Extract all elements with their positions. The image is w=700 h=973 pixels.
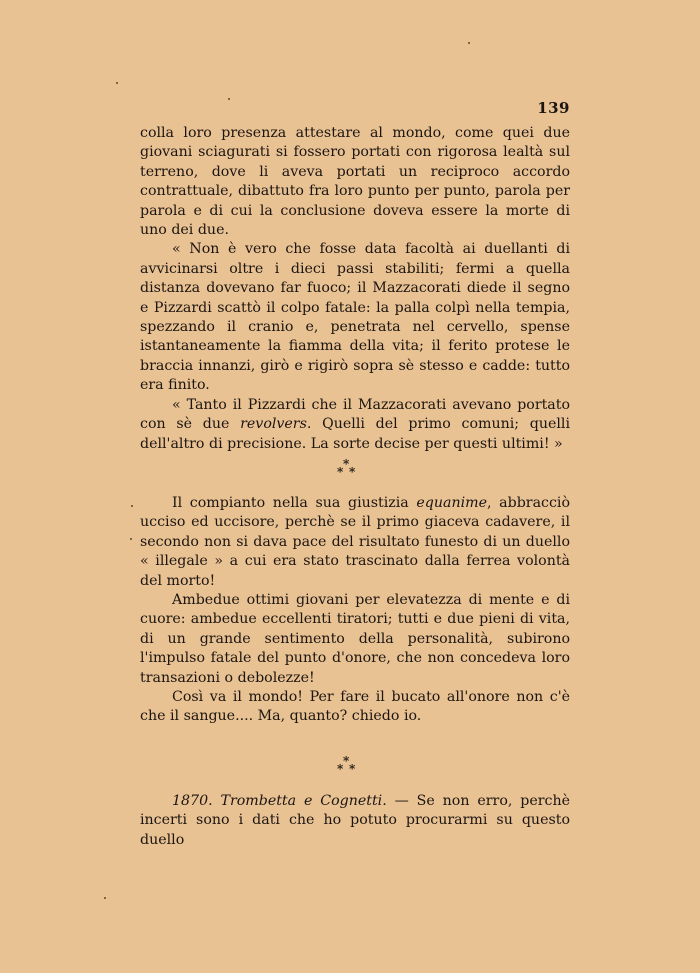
paragraph-quote-1: « Non è vero che fosse data facoltà ai duellanti di avvicinarsi oltre i dieci passi stabiliti; fermi a quella distanza dovevano far fuoco; il Mazzacorati diede il segno e Pizzardi scattò il colpo fatale: la palla colpì nella tempia, spezzando il cranio e, penetrata nel cervello, spense istantaneamente la fiamma della vita; il ferito protese le braccia innanzi, girò e rigirò sopra sè stesso e cadde: tutto era finito. — [140, 241, 570, 394]
page-number: 139 — [537, 99, 570, 117]
text-block-3 — [140, 792, 570, 850]
italic-term: revolvers — [240, 416, 307, 433]
paper-speck — [130, 538, 132, 540]
text-run: , abbracciò ucciso ed uccisore, perchè se il primo giaceva cadavere, il secondo non si dava pace del risultato funesto di un duello « illegale » a cui era stato trascinato dalla ferrea volontà del morto! — [140, 495, 570, 589]
paragraph — [140, 494, 570, 591]
text-run: — Se non erro, perchè incerti sono i dati che ho potuto procurarmi su questo duello — [140, 793, 570, 848]
text-run: « Tanto il Pizzardi che il Mazzacorati avevano portato con sè due — [140, 396, 570, 433]
paragraph: Ambedue ottimi giovani per elevatezza di mente e di cuore: ambedue eccellenti tiratori; tutti e due pieni di vita, di un grande sentimento della personalità, subirono l'impulso fatale del punto d'onore, che non concedeva loro transazioni o debolezze! — [140, 592, 570, 686]
paper-speck — [468, 42, 470, 44]
asterisk: * — [343, 754, 350, 768]
text-block-2 — [140, 494, 570, 727]
paper-speck — [116, 82, 118, 84]
asterisk: * — [337, 762, 344, 776]
section-separator — [336, 459, 362, 481]
asterisk: * — [337, 465, 344, 479]
asterisk: * — [349, 465, 356, 479]
section-title: 1870. Trombetta e Cognetti. — [172, 793, 387, 809]
paragraph-section-heading — [140, 792, 570, 850]
section-separator — [336, 756, 362, 778]
italic-term: equanime — [416, 495, 488, 511]
paragraph-quote-2 — [140, 396, 570, 454]
text-run: . Quelli del primo comuni; quelli dell'altro di precisione. La sorte decise per questi ultimi! » — [140, 416, 570, 452]
paper-speck — [131, 505, 133, 507]
asterisk: * — [349, 762, 356, 776]
paragraph-continuation: colla loro presenza attestare al mondo, come quei due giovani sciagurati si fossero portati con rigorosa lealtà sul terreno, dove li aveva portati un reciproco accordo contrattuale, dibattuto fra loro punto per punto, parola per parola e di cui la conclusione doveva essere la morte di uno dei due. — [140, 125, 570, 239]
text-run: Il compianto nella sua giustizia — [172, 495, 417, 511]
asterisk: * — [343, 457, 350, 471]
paragraph: Così va il mondo! Per fare il bucato all'onore non c'è che il sangue.... Ma, quanto? chiedo io. — [140, 689, 570, 725]
paper-speck — [228, 98, 230, 100]
paper-speck — [104, 897, 106, 899]
text-block-1 — [140, 124, 570, 454]
